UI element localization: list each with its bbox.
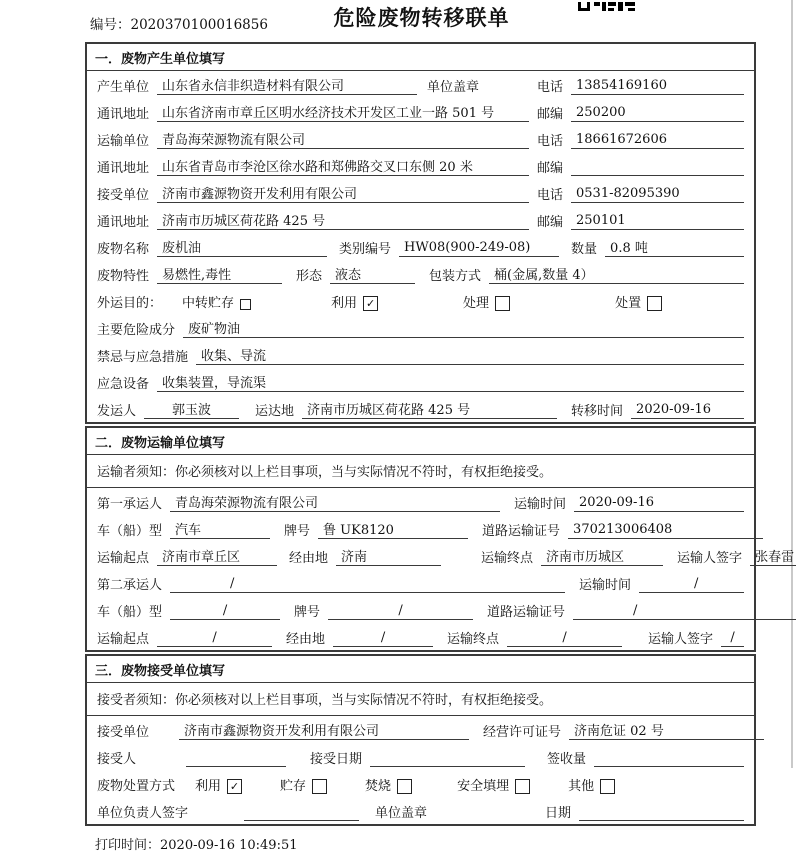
checkbox-storage[interactable] [312, 779, 327, 794]
destination-value: 济南市历城区荷花路 425 号 [302, 399, 557, 419]
transport-time-label: 运输时间 [579, 578, 632, 593]
end2-value: / [507, 630, 622, 647]
row-emergency-measures [87, 341, 754, 368]
checkbox-dispose[interactable] [647, 296, 662, 311]
seal-label: 单位盖章 [427, 80, 480, 95]
road-permit2-value: / [573, 603, 796, 620]
vehicle2-value: / [170, 603, 280, 620]
checkbox-incinerate[interactable] [397, 779, 412, 794]
disposal-option [365, 775, 412, 794]
receive-unit-value: 济南市鑫源物资开发利用有限公司 [179, 720, 469, 740]
receive-date-label: 接受日期 [310, 752, 363, 767]
received-qty-label: 签收量 [547, 752, 587, 767]
transporter-zip-value [571, 159, 744, 176]
origin2-value: / [157, 630, 272, 647]
option-label: 其他 [568, 779, 595, 794]
checkbox-utilize[interactable]: ✓ [227, 779, 242, 794]
disposal-option [195, 775, 242, 794]
checkbox-landfill[interactable] [515, 779, 530, 794]
row-receive-unit [87, 716, 754, 743]
zip-label: 邮编 [537, 215, 564, 230]
waste-name-label: 废物名称 [97, 242, 150, 257]
road-permit1-label: 道路运输证号 [482, 524, 561, 539]
quantity-value: 0.8 吨 [605, 237, 744, 257]
checkbox-treat[interactable] [495, 296, 510, 311]
received-qty-value [594, 750, 744, 767]
qr-code-fragment-icon [578, 0, 635, 15]
carrier2-value: / [170, 576, 565, 593]
checkbox-transit-storage[interactable] [240, 299, 251, 310]
serial-value: 2020370100016856 [130, 17, 268, 33]
section3-title: 三．废物接受单位填写 [87, 656, 754, 683]
equipment-value: 收集装置，导流渠 [157, 372, 744, 392]
sign2-label: 运输人签字 [648, 632, 714, 647]
row-transfer-purpose [87, 287, 754, 314]
phone-label: 电话 [537, 134, 564, 149]
receiver-zip-value: 250101 [571, 213, 744, 230]
page-title: 危险废物转移联单 [333, 5, 510, 30]
row-emergency-equipment [87, 368, 754, 395]
sign2-value: / [721, 630, 744, 647]
row-receiver-address [87, 206, 754, 233]
checkbox-other[interactable] [600, 779, 615, 794]
category-label: 类别编号 [339, 242, 392, 257]
road-permit1-value: 370213006408 [568, 522, 763, 539]
vehicle2-label: 车（船）型 [97, 605, 163, 620]
section2-title: 二．废物运输单位填写 [87, 428, 754, 455]
print-time-value: 2020-09-16 10:49:51 [160, 838, 298, 853]
origin1-label: 运输起点 [97, 551, 150, 566]
receiver-value: 济南市鑫源物资开发利用有限公司 [157, 183, 529, 203]
purpose-label: 外运目的： [97, 296, 163, 311]
option-label: 处理 [463, 296, 490, 311]
quantity-label: 数量 [571, 242, 598, 257]
transporter-phone-value: 18661672606 [571, 132, 744, 149]
row-receiver [87, 179, 754, 206]
option-label: 贮存 [280, 779, 307, 794]
address-label: 通讯地址 [97, 161, 150, 176]
disposal-label: 废物处置方式 [97, 779, 176, 794]
address-label: 通讯地址 [97, 215, 150, 230]
sign1-label: 运输人签字 [677, 551, 743, 566]
row-route1 [87, 542, 795, 569]
equipment-label: 应急设备 [97, 377, 150, 392]
phone-label: 电话 [537, 188, 564, 203]
section-transporter [85, 426, 795, 652]
receive-unit-label: 接受单位 [97, 725, 150, 740]
row-shipper [87, 395, 754, 422]
license-label: 经营许可证号 [483, 725, 562, 740]
via1-label: 经由地 [289, 551, 329, 566]
option-label: 安全填埋 [457, 779, 510, 794]
license-value: 济南危证 02 号 [569, 720, 764, 740]
checkbox-utilize[interactable]: ✓ [363, 296, 378, 311]
receive-person-label: 接受人 [97, 752, 137, 767]
row-vehicle2 [87, 596, 754, 623]
transporter-value: 青岛海荣源物流有限公司 [157, 129, 529, 149]
carrier1-value: 青岛海荣源物流有限公司 [170, 492, 500, 512]
transporter-notice: 运输者须知：你必须核对以上栏目事项，当与实际情况不符时，有权拒绝接受。 [87, 455, 754, 488]
producer-phone-value: 13854169160 [571, 78, 744, 95]
receiver-label: 接受单位 [97, 188, 150, 203]
form-label: 形态 [296, 269, 323, 284]
purpose-option [463, 292, 510, 311]
hazard-label: 主要危险成分 [97, 323, 176, 338]
receive-date-value [370, 750, 525, 767]
head-sign-label: 单位负责人签字 [97, 806, 189, 821]
carrier2-label: 第二承运人 [97, 578, 163, 593]
section-producer [85, 42, 756, 424]
row-waste-name [87, 233, 754, 260]
transport-time2-value: / [639, 576, 744, 593]
transfer-time-value: 2020-09-16 [631, 402, 744, 419]
end2-label: 运输终点 [447, 632, 500, 647]
phone-label: 电话 [537, 80, 564, 95]
transporter-address-value: 山东省青岛市李沧区徐水路和郑佛路交叉口东侧 20 米 [157, 156, 529, 176]
plate2-value: / [328, 603, 473, 620]
packing-label: 包装方式 [429, 269, 482, 284]
sign-date-value [579, 804, 744, 821]
character-value: 易燃性,毒性 [157, 264, 282, 284]
receiver-address-value: 济南市历城区荷花路 425 号 [157, 210, 529, 230]
receiver-phone-value: 0531-82095390 [571, 186, 744, 203]
sign-date-label: 日期 [545, 806, 572, 821]
vehicle1-label: 车（船）型 [97, 524, 163, 539]
row-waste-character [87, 260, 754, 287]
form-value: 液态 [330, 264, 415, 284]
address-label: 通讯地址 [97, 107, 150, 122]
end1-value: 济南市历城区 [541, 546, 663, 566]
plate1-label: 牌号 [284, 524, 311, 539]
purpose-option [331, 292, 378, 311]
row-route2 [87, 623, 754, 650]
section-receiver [85, 654, 756, 826]
plate2-label: 牌号 [294, 605, 321, 620]
producer-zip-value: 250200 [571, 105, 744, 122]
waste-name-value: 废机油 [157, 237, 327, 257]
road-permit2-label: 道路运输证号 [487, 605, 566, 620]
manifest-form [85, 42, 795, 853]
row-disposal-method [87, 770, 754, 797]
row-hazard-component [87, 314, 754, 341]
purpose-option [615, 292, 662, 311]
carrier1-label: 第一承运人 [97, 497, 163, 512]
disposal-option [280, 775, 327, 794]
head-sign-value [244, 804, 359, 821]
via1-value: 济南 [336, 546, 441, 566]
shipper-label: 发运人 [97, 404, 137, 419]
transport-time-label: 运输时间 [514, 497, 567, 512]
disposal-option [457, 775, 530, 794]
producer-label: 产生单位 [97, 80, 150, 95]
page-edge-divider [791, 0, 793, 768]
zip-label: 邮编 [537, 161, 564, 176]
via2-value: / [333, 630, 433, 647]
transporter-label: 运输单位 [97, 134, 150, 149]
category-value: HW08(900-249-08) [399, 240, 559, 257]
option-label: 利用 [331, 296, 358, 311]
row-transporter-address [87, 152, 754, 179]
purpose-option [182, 292, 251, 311]
row-transporter [87, 125, 754, 152]
end1-label: 运输终点 [481, 551, 534, 566]
print-time-label: 打印时间： [95, 838, 161, 853]
origin2-label: 运输起点 [97, 632, 150, 647]
option-label: 焚烧 [365, 779, 392, 794]
row-producer [87, 71, 754, 98]
producer-value: 山东省永信非织造材料有限公司 [157, 75, 417, 95]
print-time-line [85, 828, 756, 853]
transport-time1-value: 2020-09-16 [574, 495, 744, 512]
shipper-value: 郭玉波 [144, 399, 239, 419]
option-label: 处置 [615, 296, 642, 311]
hazard-value: 废矿物油 [183, 318, 744, 338]
transfer-time-label: 转移时间 [571, 404, 624, 419]
sign1-value: 张春雷 [750, 546, 796, 566]
receive-person-value [186, 750, 286, 767]
option-label: 中转贮存 [182, 296, 235, 311]
producer-address-value: 山东省济南市章丘区明水经济技术开发区工业一路 501 号 [157, 102, 529, 122]
unit-seal-label: 单位盖章 [375, 806, 428, 821]
plate1-value: 鲁 UK8120 [318, 519, 468, 539]
row-receive-person [87, 743, 754, 770]
origin1-value: 济南市章丘区 [157, 546, 277, 566]
receiver-notice: 接受者须知：你必须核对以上栏目事项，当与实际情况不符时，有权拒绝接受。 [87, 683, 754, 716]
emergency-label: 禁忌与应急措施 [97, 350, 189, 365]
destination-label: 运达地 [255, 404, 295, 419]
row-head-signature [87, 797, 754, 824]
disposal-option [568, 775, 615, 794]
row-producer-address [87, 98, 754, 125]
option-label: 利用 [195, 779, 222, 794]
row-carrier2 [87, 569, 754, 596]
packing-value: 桶(金属,数量 4） [489, 264, 744, 284]
zip-label: 邮编 [537, 107, 564, 122]
row-vehicle1 [87, 515, 754, 542]
serial-label: 编号： [90, 17, 131, 33]
via2-label: 经由地 [286, 632, 326, 647]
vehicle1-value: 汽车 [170, 519, 270, 539]
row-carrier1 [87, 488, 754, 515]
emergency-value: 收集、导流 [196, 345, 744, 365]
section1-title: 一．废物产生单位填写 [87, 44, 754, 71]
character-label: 废物特性 [97, 269, 150, 284]
